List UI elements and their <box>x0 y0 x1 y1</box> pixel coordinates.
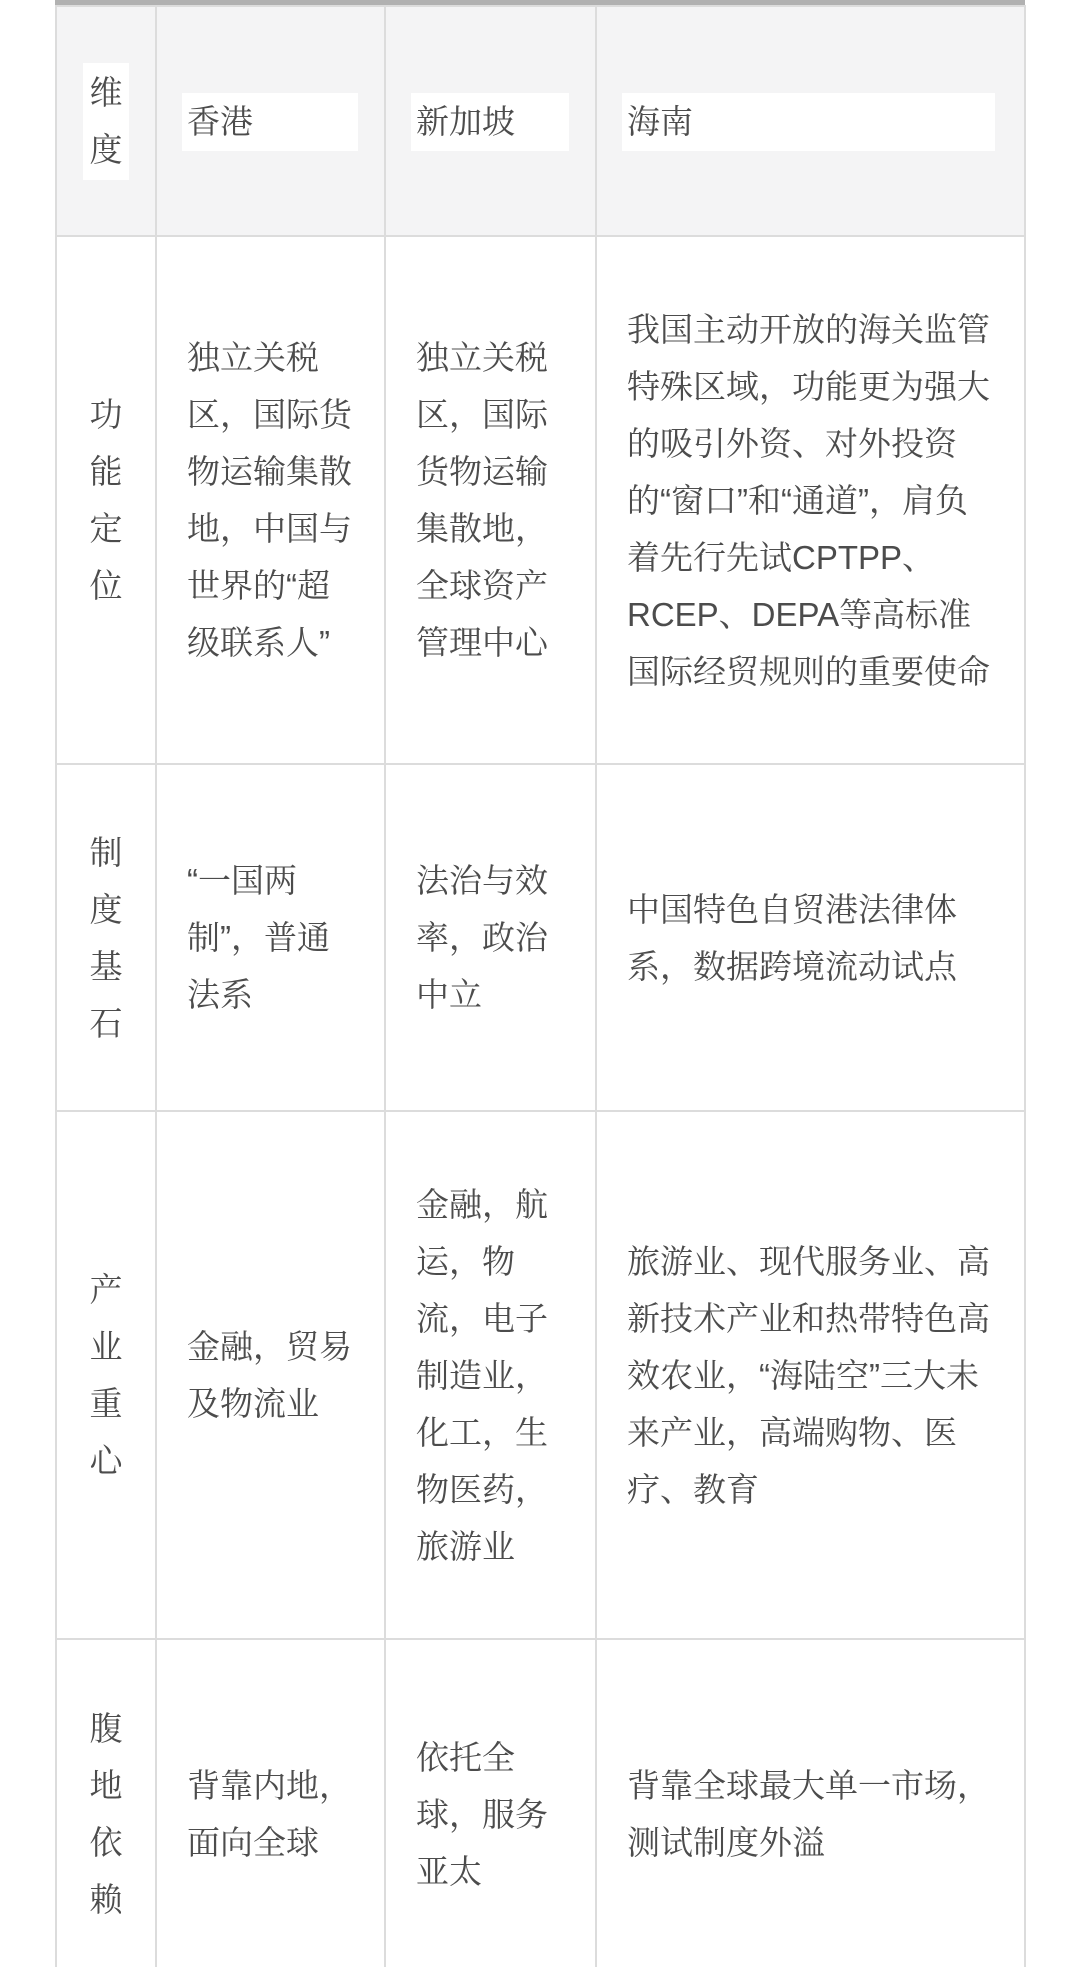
cell-hainan: 中国特色自贸港法律体系，数据跨境流动试点 <box>596 764 1025 1111</box>
header-cell-hainan <box>596 6 1025 236</box>
hainan-header-label: 海南 <box>627 103 693 141</box>
hainan-header-highlight-box <box>622 93 995 151</box>
header-row <box>56 6 1025 236</box>
row-label: 制度基石 <box>89 833 123 1042</box>
cell-hongkong: 金融，贸易及物流业 <box>156 1111 385 1639</box>
hongkong-header-highlight-box <box>182 93 358 151</box>
row-label: 腹地依赖 <box>89 1710 123 1918</box>
row-label: 产业重心 <box>89 1271 123 1479</box>
cell-hongkong: 独立关税区，国际货物运输集散地，中国与世界的“超级联系人” <box>156 236 385 764</box>
row-label-cell <box>56 1639 156 1967</box>
table-row-industry-focus <box>56 1111 1025 1639</box>
header-cell-singapore <box>385 6 596 236</box>
table-row-hinterland-reliance <box>56 1639 1025 1967</box>
table-row-institutional-foundation <box>56 764 1025 1111</box>
hongkong-header-label: 香港 <box>187 103 253 141</box>
cell-hainan: 背靠全球最大单一市场，测试制度外溢 <box>596 1639 1025 1967</box>
cell-hainan: 旅游业、现代服务业、高新技术产业和热带特色高效农业，“海陆空”三大未来产业，高端购物、医疗、教育 <box>596 1111 1025 1639</box>
cell-singapore: 法治与效率，政治中立 <box>385 764 596 1111</box>
table-row-function-positioning <box>56 236 1025 764</box>
cell-hongkong: 背靠内地，面向全球 <box>156 1639 385 1967</box>
comparison-table <box>55 5 1026 1967</box>
dimension-header-label: 维度 <box>89 74 123 168</box>
cell-singapore: 依托全球，服务亚太 <box>385 1639 596 1967</box>
cell-singapore: 独立关税区，国际货物运输集散地，全球资产管理中心 <box>385 236 596 764</box>
cell-hongkong: “一国两制”，普通法系 <box>156 764 385 1111</box>
singapore-header-label: 新加坡 <box>416 103 515 141</box>
row-label-cell <box>56 236 156 764</box>
row-label: 功能定位 <box>89 396 123 604</box>
header-cell-dimension <box>56 6 156 236</box>
row-label-cell <box>56 764 156 1111</box>
cell-singapore: 金融，航运，物流，电子制造业，化工，生物医药，旅游业 <box>385 1111 596 1639</box>
header-cell-hongkong <box>156 6 385 236</box>
cell-hainan: 我国主动开放的海关监管特殊区域，功能更为强大的吸引外资、对外投资的“窗口”和“通道”，肩负着先行先试CPTPP、RCEP、DEPA等高标准国际经贸规则的重要使命 <box>596 236 1025 764</box>
dimension-header-highlight-box <box>83 63 129 180</box>
singapore-header-highlight-box <box>411 93 569 151</box>
comparison-table-wrap <box>55 5 1027 1967</box>
row-label-cell <box>56 1111 156 1639</box>
